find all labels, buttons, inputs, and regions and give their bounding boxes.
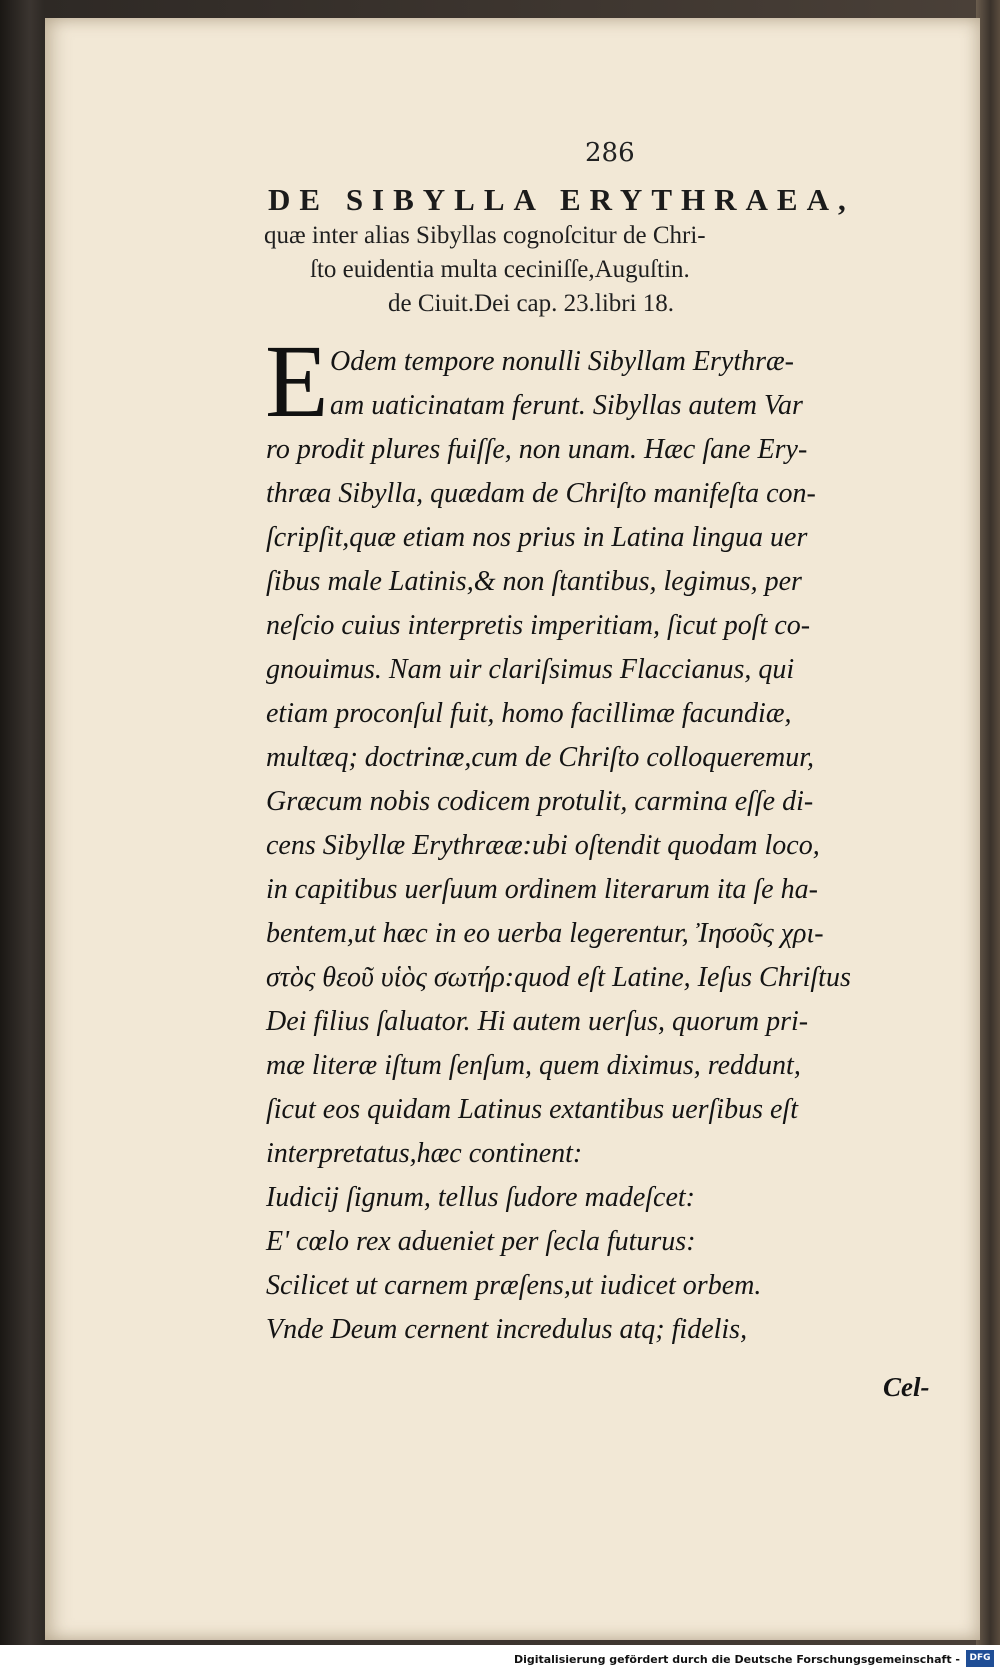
text-line: ro prodit plures fuiſſe, non unam. Hæc ſane Ery- (266, 434, 808, 465)
text-line: interpretatus,hæc continent: (266, 1138, 583, 1169)
page-number: 286 (585, 138, 635, 168)
text-line: bentem,ut hæc in eo uerba legerentur, Ἰησοῦς χρι- (266, 918, 824, 949)
catchword: Cel- (883, 1372, 930, 1402)
text-line: Græcum nobis codicem protulit, carmina eſſe di- (266, 786, 814, 817)
funding-notice: Digitalisierung gefördert durch die Deutsche Forschungsgemeinschaft - (513, 1653, 960, 1666)
footer-bar (0, 1645, 1000, 1674)
text-line: mæ literæ iſtum ſenſum, quem diximus, reddunt, (266, 1050, 801, 1081)
text-line: ſicut eos quidam Latinus extantibus uerſibus eſt (266, 1094, 798, 1125)
text-line: Dei filius ſaluator. Hi autem uerſus, quorum pri- (266, 1006, 809, 1037)
text-line: am uaticinatam ferunt. Sibyllas autem Var (330, 390, 803, 421)
text-line: ſcripſit,quæ etiam nos prius in Latina lingua uer (266, 522, 808, 553)
subtitle-line: quæ inter alias Sibyllas cognoſcitur de Chri- (264, 222, 706, 249)
verse-line: E' cœlo rex adueniet per ſecla futurus: (266, 1226, 696, 1257)
text-line: multæq; doctrinæ,cum de Chriſto colloqueremur, (266, 742, 815, 773)
text-line: στὸς θεοῦ υἱὸς σωτήρ:quod eſt Latine, Ieſus Chriſtus (266, 962, 851, 993)
text-line: Odem tempore nonulli Sibyllam Erythræ- (330, 346, 795, 377)
subtitle-line: de Ciuit.Dei cap. 23.libri 18. (388, 290, 675, 317)
verse-line: Iudicij ſignum, tellus ſudore madeſcet: (266, 1182, 695, 1213)
text-line: in capitibus uerſuum ordinem literarum ita ſe ha- (266, 874, 818, 905)
text-line: thræa Sibylla, quædam de Chriſto manifeſta con- (266, 478, 816, 509)
text-line: cens Sibyllæ Erythrææ:ubi oſtendit quodam loco, (266, 830, 820, 861)
text-line: neſcio cuius interpretis imperitiam, ſicut poſt co- (266, 610, 811, 641)
verse-line: Vnde Deum cernent incredulus atq; fidelis, (266, 1314, 748, 1345)
verse-line: Scilicet ut carnem præſens,ut iudicet orbem. (266, 1270, 762, 1301)
text-line: etiam proconſul fuit, homo facillimæ facundiæ, (266, 698, 792, 729)
dfg-logo-icon: DFG (966, 1650, 994, 1667)
chapter-title: DE SIBYLLA ERYTHRAEA, (268, 182, 855, 217)
text-line: gnouimus. Nam uir clariſsimus Flaccianus, qui (266, 654, 795, 685)
drop-capital: E (265, 324, 329, 439)
subtitle-line: ſto euidentia multa ceciniſſe,Auguſtin. (310, 256, 690, 283)
text-line: ſibus male Latinis,& non ſtantibus, legimus, per (266, 566, 802, 597)
